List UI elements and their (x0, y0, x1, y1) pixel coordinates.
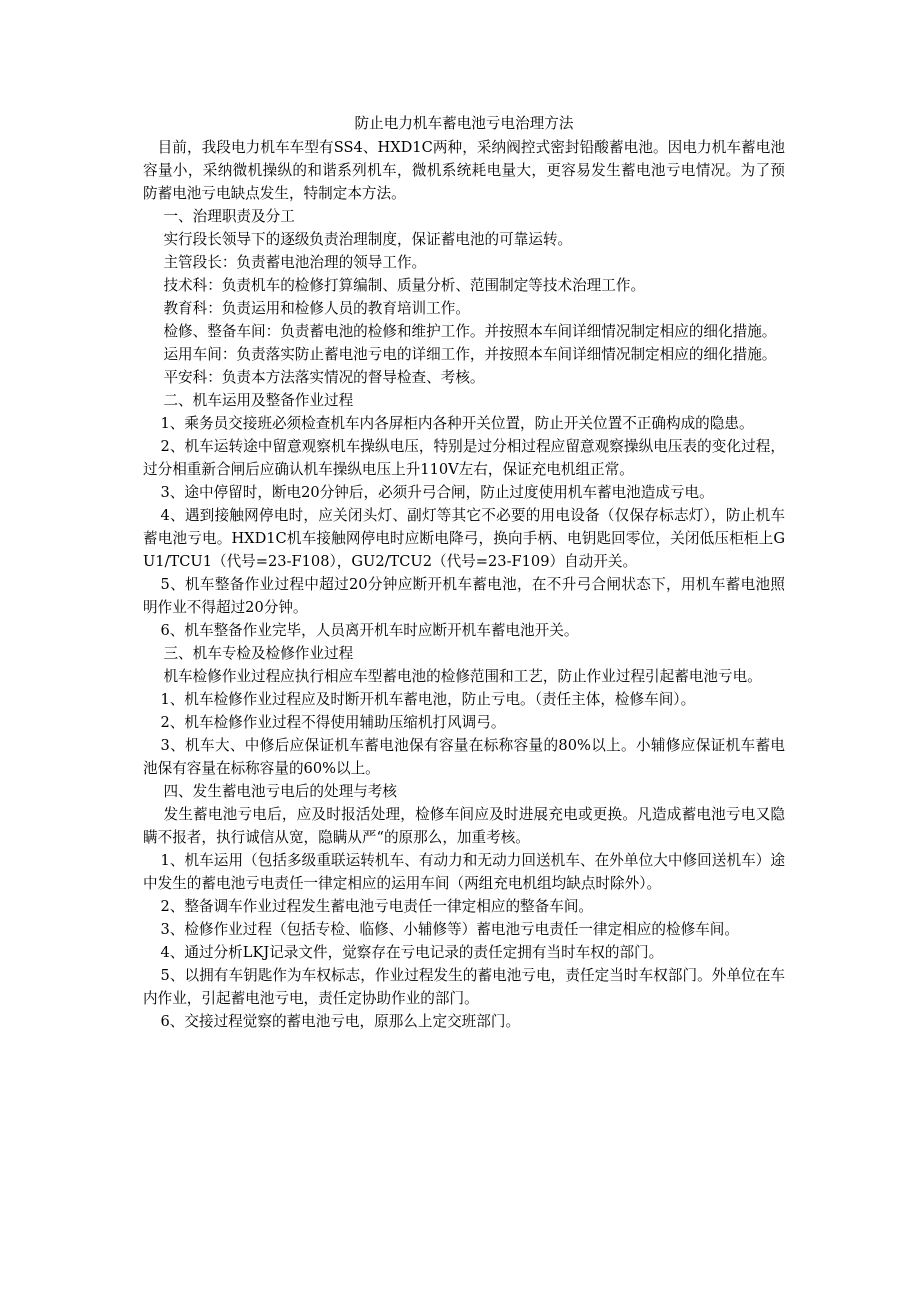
document-page (143, 112, 785, 1033)
paragraph: 主管段长：负责蓄电池治理的领导工作。 (163, 254, 427, 271)
paragraph: 3、途中停留时，断电20分钟后，必须升弓合闸，防止过度使用机车蓄电池造成亏电。 (160, 484, 714, 501)
paragraph: 检修、整备车间：负责蓄电池的检修和维护工作。并按照本车间详细情况制定相应的细化措施。 (163, 323, 777, 340)
paragraph: 3、机车大、中修后应保证机车蓄电池保有容量在标称容量的80%以上。小辅修应保证机车蓄电池保有容量在标称容量的60%以上。 (143, 737, 785, 777)
paragraph: 6、机车整备作业完毕，人员离开机车时应断开机车蓄电池开关。 (160, 622, 579, 639)
paragraph: 5、以拥有车钥匙作为车权标志，作业过程发生的蓄电池亏电，责任定当时车权部门。外单位在车内作业，引起蓄电池亏电，责任定协助作业的部门。 (143, 967, 785, 1007)
section-heading: 一、治理职责及分工 (163, 208, 295, 225)
paragraph: 运用车间：负责落实防止蓄电池亏电的详细工作，并按照本车间详细情况制定相应的细化措施。 (163, 346, 777, 363)
paragraph: 1、乘务员交接班必须检查机车内各屏柜内各种开关位置，防止开关位置不正确构成的隐患。 (160, 415, 754, 432)
paragraph: 教育科：负责运用和检修人员的教育培训工作。 (163, 300, 470, 317)
paragraph: 4、遇到接触网停电时，应关闭头灯、副灯等其它不必要的用电设备（仅保存标志灯），防止机车蓄电池亏电。HXD1C机车接触网停电时应断电降弓，换向手柄、电钥匙回零位，关闭低压柜柜上GU1/TCU1（代号=23-F108），GU2/TCU2（代号=23-F109）自动开关。 (143, 507, 785, 570)
document-title: 防止电力机车蓄电池亏电治理方法 (354, 115, 574, 132)
paragraph: 平安科：负责本方法落实情况的督导检查、考核。 (163, 369, 485, 386)
paragraph: 2、机车运转途中留意观察机车操纵电压，特别是过分相过程应留意观察操纵电压表的变化过程，过分相重新合闸后应确认机车操纵电压上升110V左右，保证充电机组正常。 (143, 438, 785, 478)
paragraph: 6、交接过程觉察的蓄电池亏电，原那么上定交班部门。 (160, 1013, 521, 1030)
paragraph: 4、通过分析LKJ记录文件，觉察存在亏电记录的责任定拥有当时车权的部门。 (160, 944, 664, 961)
paragraph: 机车检修作业过程应执行相应车型蓄电池的检修范围和工艺，防止作业过程引起蓄电池亏电。 (163, 668, 762, 685)
paragraph: 2、整备调车作业过程发生蓄电池亏电责任一律定相应的整备车间。 (160, 898, 594, 915)
paragraph: 5、机车整备作业过程中超过20分钟应断开机车蓄电池，在不升弓合闸状态下，用机车蓄电池照明作业不得超过20分钟。 (143, 576, 785, 616)
section-heading: 二、机车运用及整备作业过程 (163, 392, 354, 409)
paragraph: 1、机车运用（包括多级重联运转机车、有动力和无动力回送机车、在外单位大中修回送机车）途中发生的蓄电池亏电责任一律定相应的运用车间（两组充电机组均缺点时除外）。 (143, 852, 785, 892)
paragraph: 发生蓄电池亏电后，应及时报活处理，检修车间应及时进展充电或更换。凡造成蓄电池亏电又隐瞒不报者，执行诚信从宽，隐瞒从严“的原那么，加重考核。 (143, 806, 785, 846)
intro-paragraph: 目前，我段电力机车车型有SS4、HXD1C两种，采纳阀控式密封铅酸蓄电池。因电力机车蓄电池容量小，采纳微机操纵的和谐系列机车，微机系统耗电量大，更容易发生蓄电池亏电情况。为了预防蓄电池亏电缺点发生，特制定本方法。 (143, 139, 785, 202)
paragraph: 2、机车检修作业过程不得使用辅助压缩机打风调弓。 (160, 714, 506, 731)
paragraph: 技术科：负责机车的检修打算编制、质量分析、范围制定等技术治理工作。 (163, 277, 646, 294)
paragraph: 3、检修作业过程（包括专检、临修、小辅修等）蓄电池亏电责任一律定相应的检修车间。 (160, 921, 739, 938)
section-heading: 三、机车专检及检修作业过程 (163, 645, 354, 662)
paragraph: 实行段长领导下的逐级负责治理制度，保证蓄电池的可靠运转。 (163, 231, 573, 248)
paragraph: 1、机车检修作业过程应及时断开机车蓄电池，防止亏电。（责任主体，检修车间）。 (160, 691, 696, 708)
section-heading: 四、发生蓄电池亏电后的处理与考核 (163, 783, 397, 800)
